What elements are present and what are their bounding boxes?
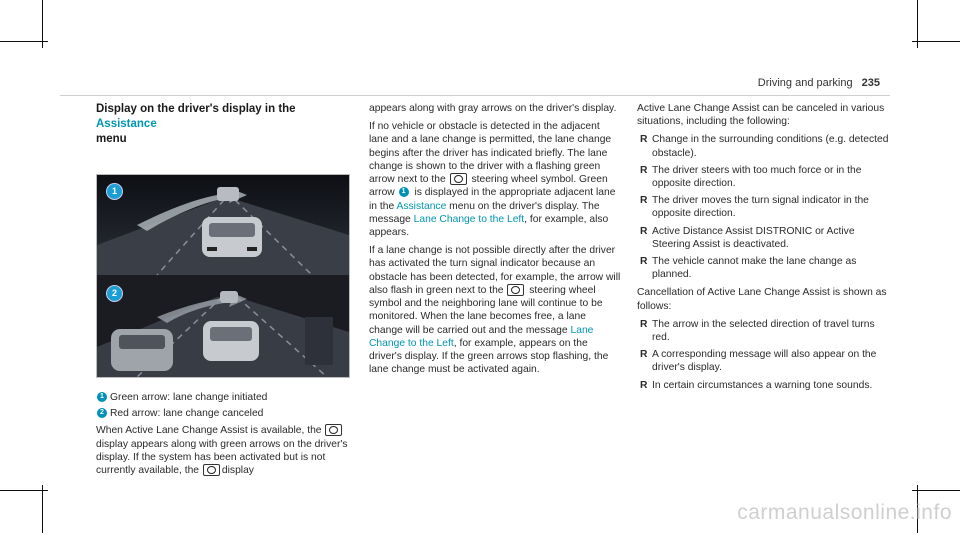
page-number: 235 [861, 77, 880, 89]
list-item: R A corresponding message will also appear on the driver's display. [640, 349, 877, 374]
list-item: R Active Distance Assist DISTRONIC or Active Steering Assist is deactivated. [640, 225, 855, 250]
bullet: R [640, 318, 648, 330]
bullet: R [640, 379, 648, 391]
crop-mark [0, 41, 48, 42]
bullet: R [640, 134, 648, 146]
steering-wheel-icon [450, 173, 467, 185]
lane-change-figure [96, 174, 350, 378]
paragraph: Active Lane Change Assist can be canceled in various situations, including the following: [637, 103, 885, 128]
section-heading: Display on the driver's display in the Assistance menu [96, 103, 296, 145]
section-title: Driving and parking [757, 77, 853, 89]
list-item: R The arrow in the selected direction of travel turns red. [640, 318, 875, 344]
paragraph: When Active Lane Change Assist is available, the display appears along with green arrows on the driver's display. If the system has been activated but is not currently available, the display [96, 425, 348, 477]
figure-badge-1: 1 [106, 183, 123, 200]
callout-badge: 2 [97, 408, 107, 418]
running-head [758, 77, 880, 89]
lane-change-message[interactable]: Lane Change to the Left [369, 324, 594, 349]
figure-panel-green [97, 175, 349, 275]
column-left [96, 102, 350, 483]
header-rule [60, 95, 890, 96]
paragraph: If a lane change is not possible directly after the driver has activated the turn signal indicator because an obstacle has been detected, for example, the arrow will also flash in green next to the steering wheel symbol and the neighboring lane will continue to be monitored. When the lane becomes free, a lane change will be carried out and the message Lane Change to the Left, for example, appears on the driver's display. If the green arrows stop flashing, the lane change must be activated again. [369, 245, 621, 376]
bullet: R [640, 225, 648, 237]
steering-wheel-icon [203, 464, 220, 476]
callout-badge: 1 [97, 392, 107, 402]
list-item: R Change in the surrounding conditions (e.g. detected obstacle). [640, 134, 889, 159]
crop-mark [912, 41, 960, 42]
bullet: R [640, 195, 648, 207]
paragraph: appears along with gray arrows on the driver's display. [369, 103, 617, 114]
crop-mark [912, 490, 960, 491]
caption-2: 2 Red arrow: lane change canceled [96, 407, 350, 420]
list-item: R The vehicle cannot make the lane change as planned. [640, 256, 857, 281]
steering-wheel-icon [325, 424, 342, 436]
crop-mark [42, 485, 43, 533]
steering-wheel-icon [507, 284, 524, 296]
bullet: R [640, 256, 648, 268]
bullet: R [640, 349, 648, 361]
cancel-indication-list [637, 318, 893, 392]
figure-badge-2: 2 [106, 285, 123, 302]
paragraph: Cancellation of Active Lane Change Assist is shown as follows: [637, 287, 887, 312]
column-right [637, 102, 893, 397]
list-item: R The driver steers with too much force or in the opposite direction. [640, 164, 862, 190]
column-middle [369, 102, 621, 382]
caption-1: 1 Green arrow: lane change initiated [96, 391, 350, 404]
assistance-link[interactable]: Assistance [396, 200, 447, 212]
list-item: R The driver moves the turn signal indicator in the opposite direction. [640, 195, 869, 220]
watermark: carmanualsonline.info [737, 501, 952, 524]
list-item: R In certain circumstances a warning tone sounds. [640, 379, 873, 391]
figure-panel-red [97, 277, 349, 377]
paragraph: If no vehicle or obstacle is detected in the adjacent lane and a lane change is permitted, the lane change begins after the driver has indicated briefly. The lane change is shown to the driver with a flashing green arrow next to the steering wheel symbol. Green arrow 1 is displayed in the appropriate adjacent lane in the Assistance menu on the driver's display. The message Lane Change to the Left, for example, also appears. [369, 121, 616, 239]
lane-change-message[interactable]: Lane Change to the Left [413, 213, 525, 225]
crop-mark [0, 490, 48, 491]
bullet: R [640, 164, 648, 176]
assistance-link[interactable]: Assistance [96, 118, 157, 130]
callout-badge: 1 [399, 187, 409, 197]
cancel-conditions-list [637, 133, 893, 281]
